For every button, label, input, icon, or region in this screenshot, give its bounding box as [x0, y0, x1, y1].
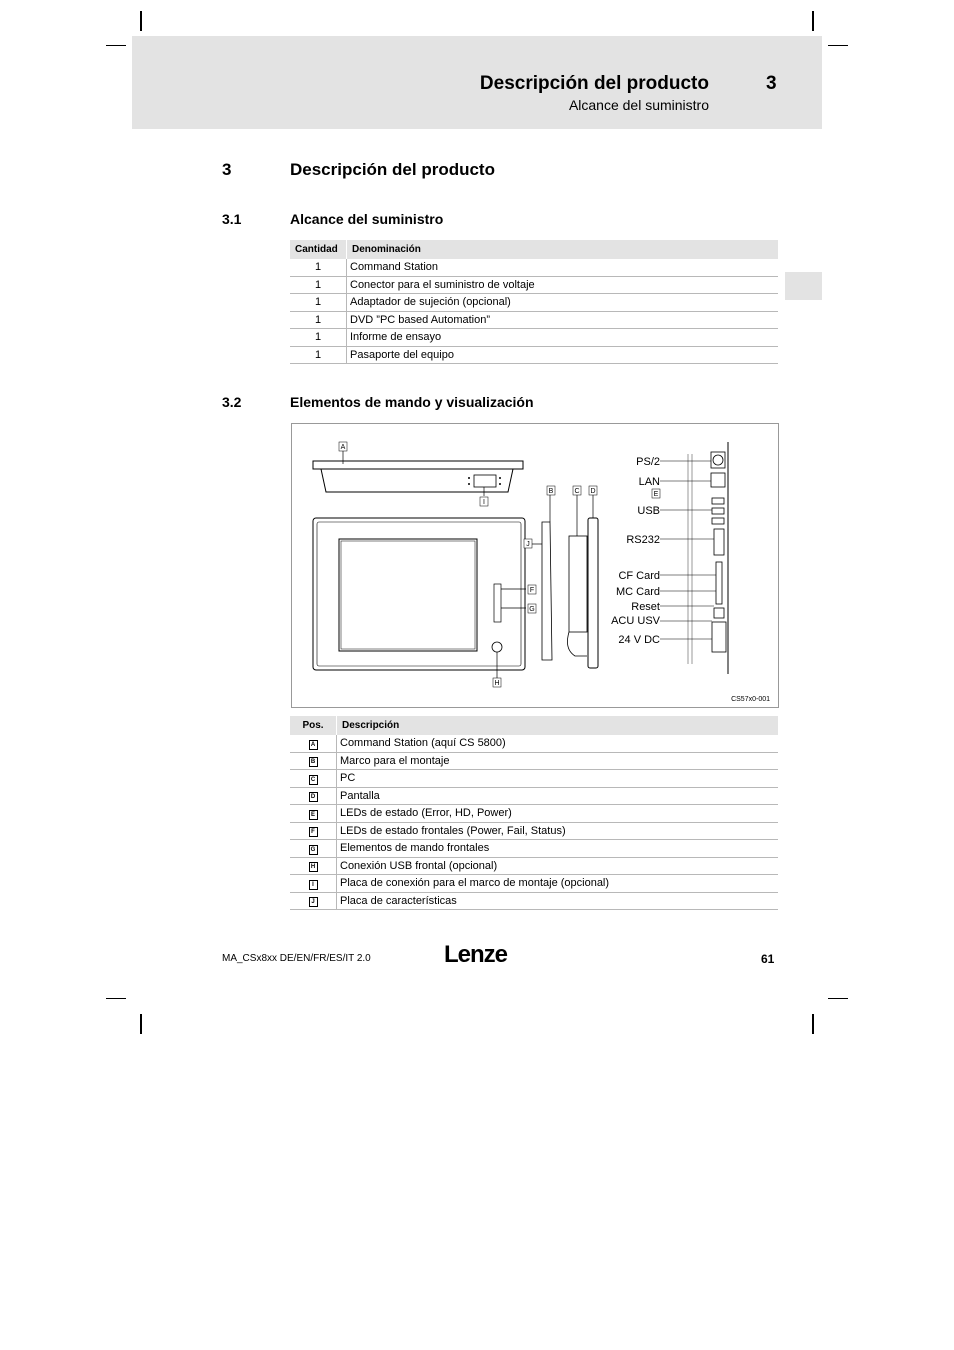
- crop-mark: [812, 11, 814, 31]
- page-number: 61: [761, 952, 775, 966]
- table-cell: LEDs de estado (Error, HD, Power): [337, 805, 779, 823]
- table-row: [290, 875, 778, 893]
- crop-mark: [106, 998, 126, 999]
- footer-doc-id: MA_CSx8xx DE/EN/FR/ES/IT 2.0: [222, 953, 371, 964]
- front-usb: [492, 642, 502, 652]
- port-label-cf-card: CF Card: [618, 570, 660, 582]
- table-cell: 1: [290, 329, 347, 347]
- table-row: [290, 311, 778, 329]
- figure-code: CS57x0-001: [731, 696, 770, 703]
- table-row: [290, 892, 778, 910]
- table-cell: Command Station (aquí CS 5800): [337, 735, 779, 752]
- subsection-number: 3.1: [222, 211, 242, 227]
- port-label-reset: Reset: [631, 601, 660, 613]
- table-row: [290, 329, 778, 347]
- section-title: Descripción del producto: [290, 160, 495, 179]
- header-subtitle: Alcance del suministro: [568, 97, 709, 113]
- port-label-rs232: RS232: [626, 534, 660, 546]
- crop-mark: [140, 11, 142, 31]
- crop-mark: [828, 45, 848, 46]
- callout-e: E: [653, 491, 659, 498]
- table-cell: Pantalla: [337, 787, 779, 805]
- crop-mark: [828, 998, 848, 999]
- position-letter: B: [309, 757, 318, 767]
- pc-unit: [569, 536, 587, 632]
- table-cell: 1: [290, 276, 347, 294]
- port-label-acu-usv: ACU USV: [611, 615, 660, 627]
- table-cell: Placa de características: [337, 892, 779, 910]
- callout-j: J: [526, 541, 530, 548]
- table-cell: Conexión USB frontal (opcional): [337, 857, 779, 875]
- controls-table: [290, 716, 778, 910]
- table-row: [290, 276, 778, 294]
- table-cell: Adaptador de sujeción (opcional): [347, 294, 779, 312]
- table-cell: 1: [290, 346, 347, 364]
- position-letter: A: [309, 740, 318, 750]
- position-letter: D: [309, 792, 318, 802]
- table-row: [290, 752, 778, 770]
- position-letter: I: [309, 880, 318, 890]
- callout-g: G: [529, 606, 535, 613]
- table-cell: Marco para el montaje: [337, 752, 779, 770]
- table-row: [290, 857, 778, 875]
- mounting-frame: [542, 522, 552, 660]
- callout-i: I: [483, 499, 485, 506]
- header-title: Descripción del producto: [479, 73, 709, 94]
- callout-h: H: [494, 680, 500, 687]
- header-band: [132, 36, 822, 129]
- crop-mark: [140, 1014, 142, 1034]
- table-row: [290, 735, 778, 752]
- subsection-title: Alcance del suministro: [290, 211, 444, 227]
- table-cell: Conector para el suministro de voltaje: [347, 276, 779, 294]
- position-letter: J: [309, 897, 318, 907]
- table-header: Descripción: [337, 716, 779, 735]
- port-label-mc-card: MC Card: [615, 586, 660, 598]
- section-number: 3: [222, 160, 232, 179]
- subsection-title: Elementos de mando y visualización: [290, 394, 534, 410]
- table-header: Cantidad: [290, 240, 347, 259]
- table-cell: Pasaporte del equipo: [347, 346, 779, 364]
- table-row: [290, 787, 778, 805]
- port-label-24vdc: 24 V DC: [618, 634, 660, 646]
- position-letter: E: [309, 810, 318, 820]
- position-letter: G: [309, 845, 318, 855]
- table-row: [290, 346, 778, 364]
- table-cell: Informe de ensayo: [347, 329, 779, 347]
- callout-a: A: [340, 444, 346, 451]
- device-top-bezel: [313, 461, 523, 469]
- device-diagram: [291, 423, 779, 708]
- position-letter: C: [309, 775, 318, 785]
- crop-mark: [106, 45, 126, 46]
- table-row: [290, 822, 778, 840]
- port-label-lan: LAN: [638, 476, 660, 488]
- table-cell: 1: [290, 259, 347, 276]
- table-cell: Elementos de mando frontales: [337, 840, 779, 858]
- crop-mark: [812, 1014, 814, 1034]
- display-side: [588, 518, 598, 668]
- table-cell: PC: [337, 770, 779, 788]
- position-letter: H: [309, 862, 318, 872]
- table-row: [290, 259, 778, 276]
- connector-plate: [474, 475, 496, 487]
- scope-of-delivery-table: [290, 240, 778, 364]
- subsection-number: 3.2: [222, 394, 242, 410]
- header-chapter-number: 3: [766, 73, 777, 94]
- front-leds: [494, 584, 501, 622]
- table-row: [290, 770, 778, 788]
- callout-b: B: [548, 488, 554, 495]
- table-cell: LEDs de estado frontales (Power, Fail, Status): [337, 822, 779, 840]
- table-row: [290, 294, 778, 312]
- table-cell: DVD ”PC based Automation”: [347, 311, 779, 329]
- table-cell: 1: [290, 294, 347, 312]
- position-letter: F: [309, 827, 318, 837]
- callout-d: D: [590, 488, 596, 495]
- port-label-ps2: PS/2: [636, 456, 660, 468]
- callout-f: F: [529, 587, 535, 594]
- port-label-usb: USB: [637, 505, 660, 517]
- callout-c: C: [574, 488, 580, 495]
- lenze-logo: Lenze: [444, 941, 508, 968]
- table-cell: 1: [290, 311, 347, 329]
- table-header: Denominación: [347, 240, 779, 259]
- chapter-side-tab: [785, 272, 822, 300]
- display-screen: [339, 539, 477, 651]
- table-cell: Command Station: [347, 259, 779, 276]
- table-header: Pos.: [290, 716, 337, 735]
- table-cell: Placa de conexión para el marco de montaje (opcional): [337, 875, 779, 893]
- table-row: [290, 840, 778, 858]
- table-row: [290, 805, 778, 823]
